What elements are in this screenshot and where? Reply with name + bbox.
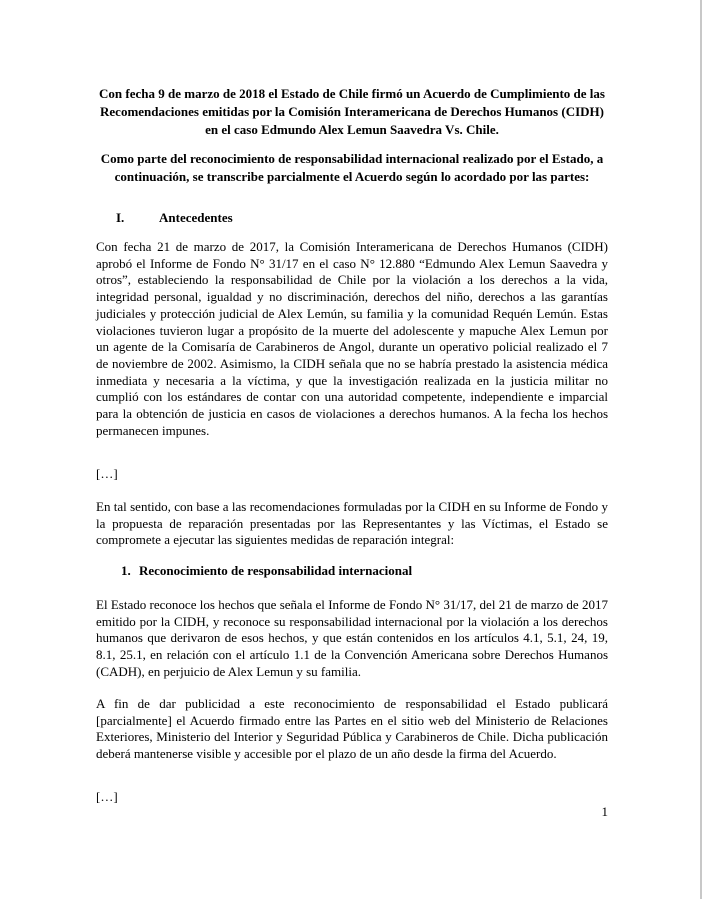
- section-heading-antecedentes: [96, 209, 608, 226]
- measure-heading-reconocimiento: [96, 562, 608, 579]
- measure-title: Reconocimiento de responsabilidad internacional: [139, 563, 413, 578]
- intro-statement-transcription: Como parte del reconocimiento de responsabilidad internacional realizado por el Estado, a continuación, se transcribe parcialmente el Acuerdo según lo acordado por las partes:: [100, 151, 604, 184]
- paragraph-en-tal-sentido: En tal sentido, con base a las recomendaciones formuladas por la CIDH en su Informe de Fondo y la propuesta de reparación presentadas por las Representantes y las Víctimas, el Estado se compromete a ejecutar las siguientes medidas de reparación integral:: [96, 499, 608, 548]
- page-edge-line: [700, 0, 702, 899]
- omission-marker-1: […]: [96, 466, 118, 481]
- section-number: I.: [116, 210, 125, 225]
- omission-marker-2: […]: [96, 789, 118, 804]
- paragraph-publicidad-acuerdo: A fin de dar publicidad a este reconocimiento de responsabilidad el Estado publicará [parcialmente] el Acuerdo firmado entre las Partes en el sitio web del Ministerio de Relaciones Exteriores, Ministerio del Interior y Seguridad Pública y Carabineros de Chile. Dicha publicación deberá mantenerse visible y accesible por el plazo de un año desde la firma del Acuerdo.: [96, 696, 608, 762]
- measure-number: 1.: [121, 563, 131, 578]
- paragraph-reconocimiento-responsabilidad: El Estado reconoce los hechos que señala el Informe de Fondo N° 31/17, del 21 de marzo de 2017 emitido por la CIDH, y reconoce su responsabilidad internacional por la violación a los derechos humanos que derivaron de esos hechos, y que están contenidos en los artículos 4.1, 5.1, 24, 19, 8.1, 25.1, en relación con el artículo 1.1 de la Convención Americana sobre Derechos Humanos (CADH), en perjuicio de Alex Lemun y su familia.: [96, 597, 608, 679]
- page-number: 1: [601, 804, 608, 819]
- intro-statement-signing: Con fecha 9 de marzo de 2018 el Estado de Chile firmó un Acuerdo de Cumplimiento de las Recomendaciones emitidas por la Comisión Interamericana de Derechos Humanos (CIDH) en el caso Edmundo Alex Lemun Saavedra Vs. Chile.: [99, 86, 605, 137]
- section-title: Antecedentes: [159, 210, 233, 225]
- paragraph-antecedentes: Con fecha 21 de marzo de 2017, la Comisión Interamericana de Derechos Humanos (CIDH) aprobó el Informe de Fondo N° 31/17 en el caso N° 12.880 “Edmundo Alex Lemun Saavedra y otros”, estableciendo la responsabilidad de Chile por la violación a los derechos a la vida, integridad personal, igualdad y no discriminación, derechos del niño, derechos a las garantías judiciales y protección judicial de Alex Lemún, su familia y la comunidad Requén Lemún. Estas violaciones tuvieron lugar a propósito de la muerte del adolescente y mapuche Alex Lemun por un agente de la Comisaría de Carabineros de Angol, durante un operativo policial realizado el 7 de noviembre de 2002. Asimismo, la CIDH señala que no se habría prestado la asistencia médica inmediata y necesaria a la víctima, y que la investigación realizada en la justicia militar no cumplió con los estándares de contar con una autoridad competente, independiente e imparcial para la obtención de justicia en casos de violaciones a derechos humanos. A la fecha los hechos permanecen impunes.: [96, 239, 608, 438]
